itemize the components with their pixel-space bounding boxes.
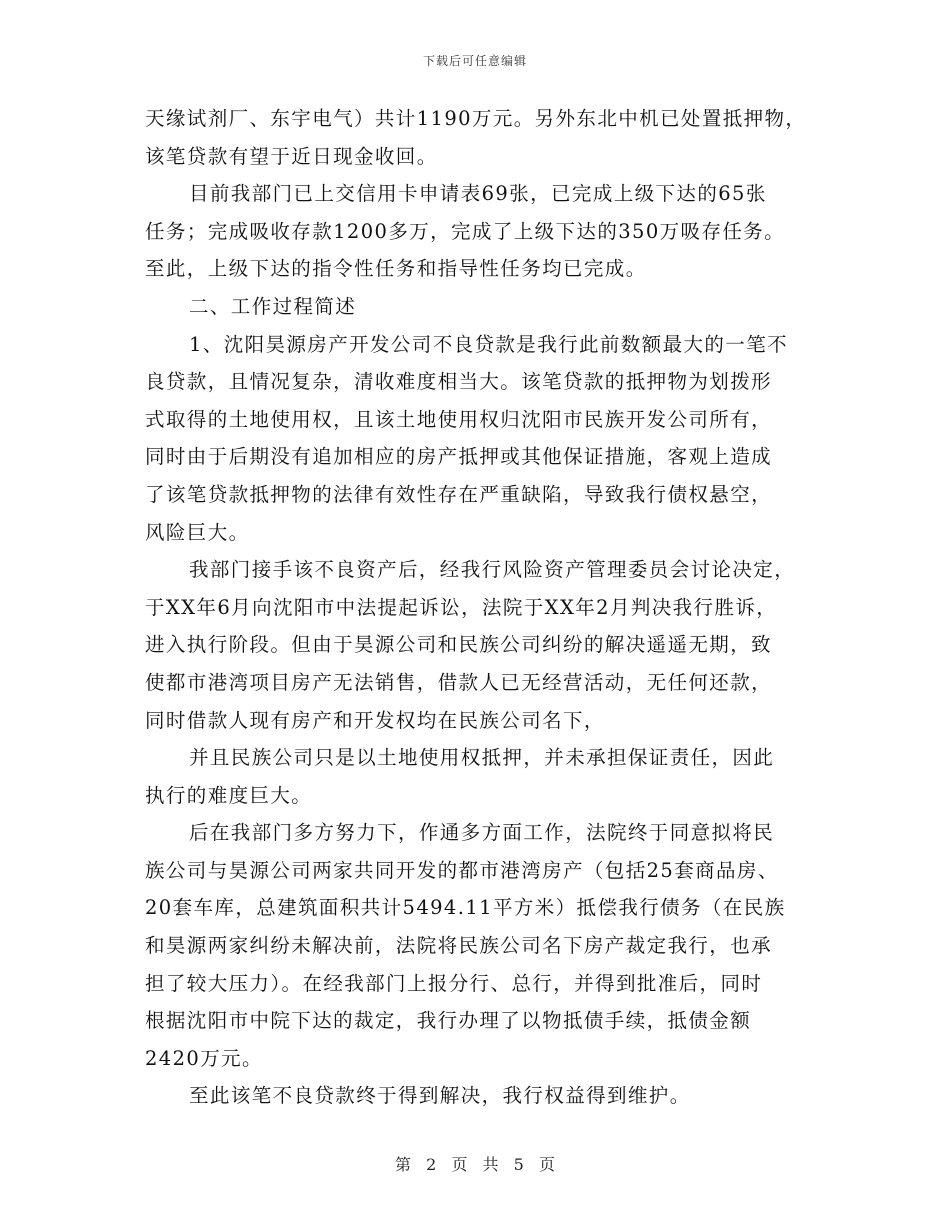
text-line: 族公司与昊源公司两家共同开发的都市港湾房产（包括25套商品房、 xyxy=(145,858,779,882)
text-line: 同时借款人现有房产和开发权均在民族公司名下， xyxy=(145,708,605,732)
text-line: 风险巨大。 xyxy=(145,520,250,544)
text-line: 进入执行阶段。但由于昊源公司和民族公司纠纷的解决遥遥无期，致 xyxy=(145,633,773,657)
text-line: 目前我部门已上交信用卡申请表69张，已完成上级下达的65张 xyxy=(189,182,767,206)
footer-prefix: 第 xyxy=(395,1155,412,1174)
footer-total-word: 共 xyxy=(482,1155,499,1174)
text-line: 该笔贷款有望于近日现金收回。 xyxy=(145,144,438,168)
section-heading: 二、工作过程简述 xyxy=(189,294,357,318)
footer-total-pages: 5 xyxy=(513,1155,524,1174)
text-line: 并且民族公司只是以土地使用权抵押，并未承担保证责任，因此 xyxy=(189,746,775,770)
text-line: 使都市港湾项目房产无法销售，借款人已无经营活动，无任何还款， xyxy=(145,670,773,694)
text-line: 至此，上级下达的指令性任务和指导性任务均已完成。 xyxy=(145,257,647,281)
text-line: 同时由于后期没有追加相应的房产抵押或其他保证措施，客观上造成 xyxy=(145,445,773,469)
text-line: 2420万元。 xyxy=(145,1046,263,1070)
text-line: 根据沈阳市中院下达的裁定，我行办理了以物抵债手续，抵债金额 xyxy=(145,1009,752,1033)
text-line: 天缘试剂厂、东宇电气）共计1190万元。另外东北中机已处置抵押物， xyxy=(145,107,807,130)
text-line: 于XX年6月向沈阳市中法提起诉讼，法院于XX年2月判决我行胜诉， xyxy=(145,595,778,619)
text-line: 至此该笔不良贷款终于得到解决，我行权益得到维护。 xyxy=(189,1084,691,1108)
text-line: 执行的难度巨大。 xyxy=(145,783,313,807)
document-body xyxy=(145,100,810,1115)
footer-page-word: 页 xyxy=(451,1155,468,1174)
footer-suffix: 页 xyxy=(538,1155,555,1174)
page-number-footer xyxy=(0,1152,950,1175)
text-line: 担了较大压力）。在经我部门上报分行、总行，并得到批准后，同时 xyxy=(145,971,763,995)
text-line: 了该笔贷款抵押物的法律有效性存在严重缺陷，导致我行债权悬空， xyxy=(145,482,773,506)
text-line: 式取得的土地使用权，且该土地使用权归沈阳市民族开发公司所有， xyxy=(145,407,773,431)
text-line: 和昊源两家纠纷未解决前，法院将民族公司名下房产裁定我行，也承 xyxy=(145,934,773,958)
text-line: 任务；完成吸收存款1200多万，完成了上级下达的350万吸存任务。 xyxy=(145,219,786,243)
text-line: 20套车库，总建筑面积共计5494.11平方米）抵偿我行债务（在民族 xyxy=(145,896,786,920)
text-line: 1、沈阳昊源房产开发公司不良贷款是我行此前数额最大的一笔不 xyxy=(189,332,789,356)
footer-current-page: 2 xyxy=(426,1155,437,1174)
page-header-note: 下载后可任意编辑 xyxy=(422,54,527,68)
text-line: 后在我部门多方努力下，作通多方面工作，法院终于同意拟将民 xyxy=(189,821,775,845)
text-line: 良贷款，且情况复杂，清收难度相当大。该笔贷款的抵押物为划拨形 xyxy=(145,370,773,394)
text-line: 我部门接手该不良资产后，经我行风险资产管理委员会讨论决定， xyxy=(189,558,796,582)
